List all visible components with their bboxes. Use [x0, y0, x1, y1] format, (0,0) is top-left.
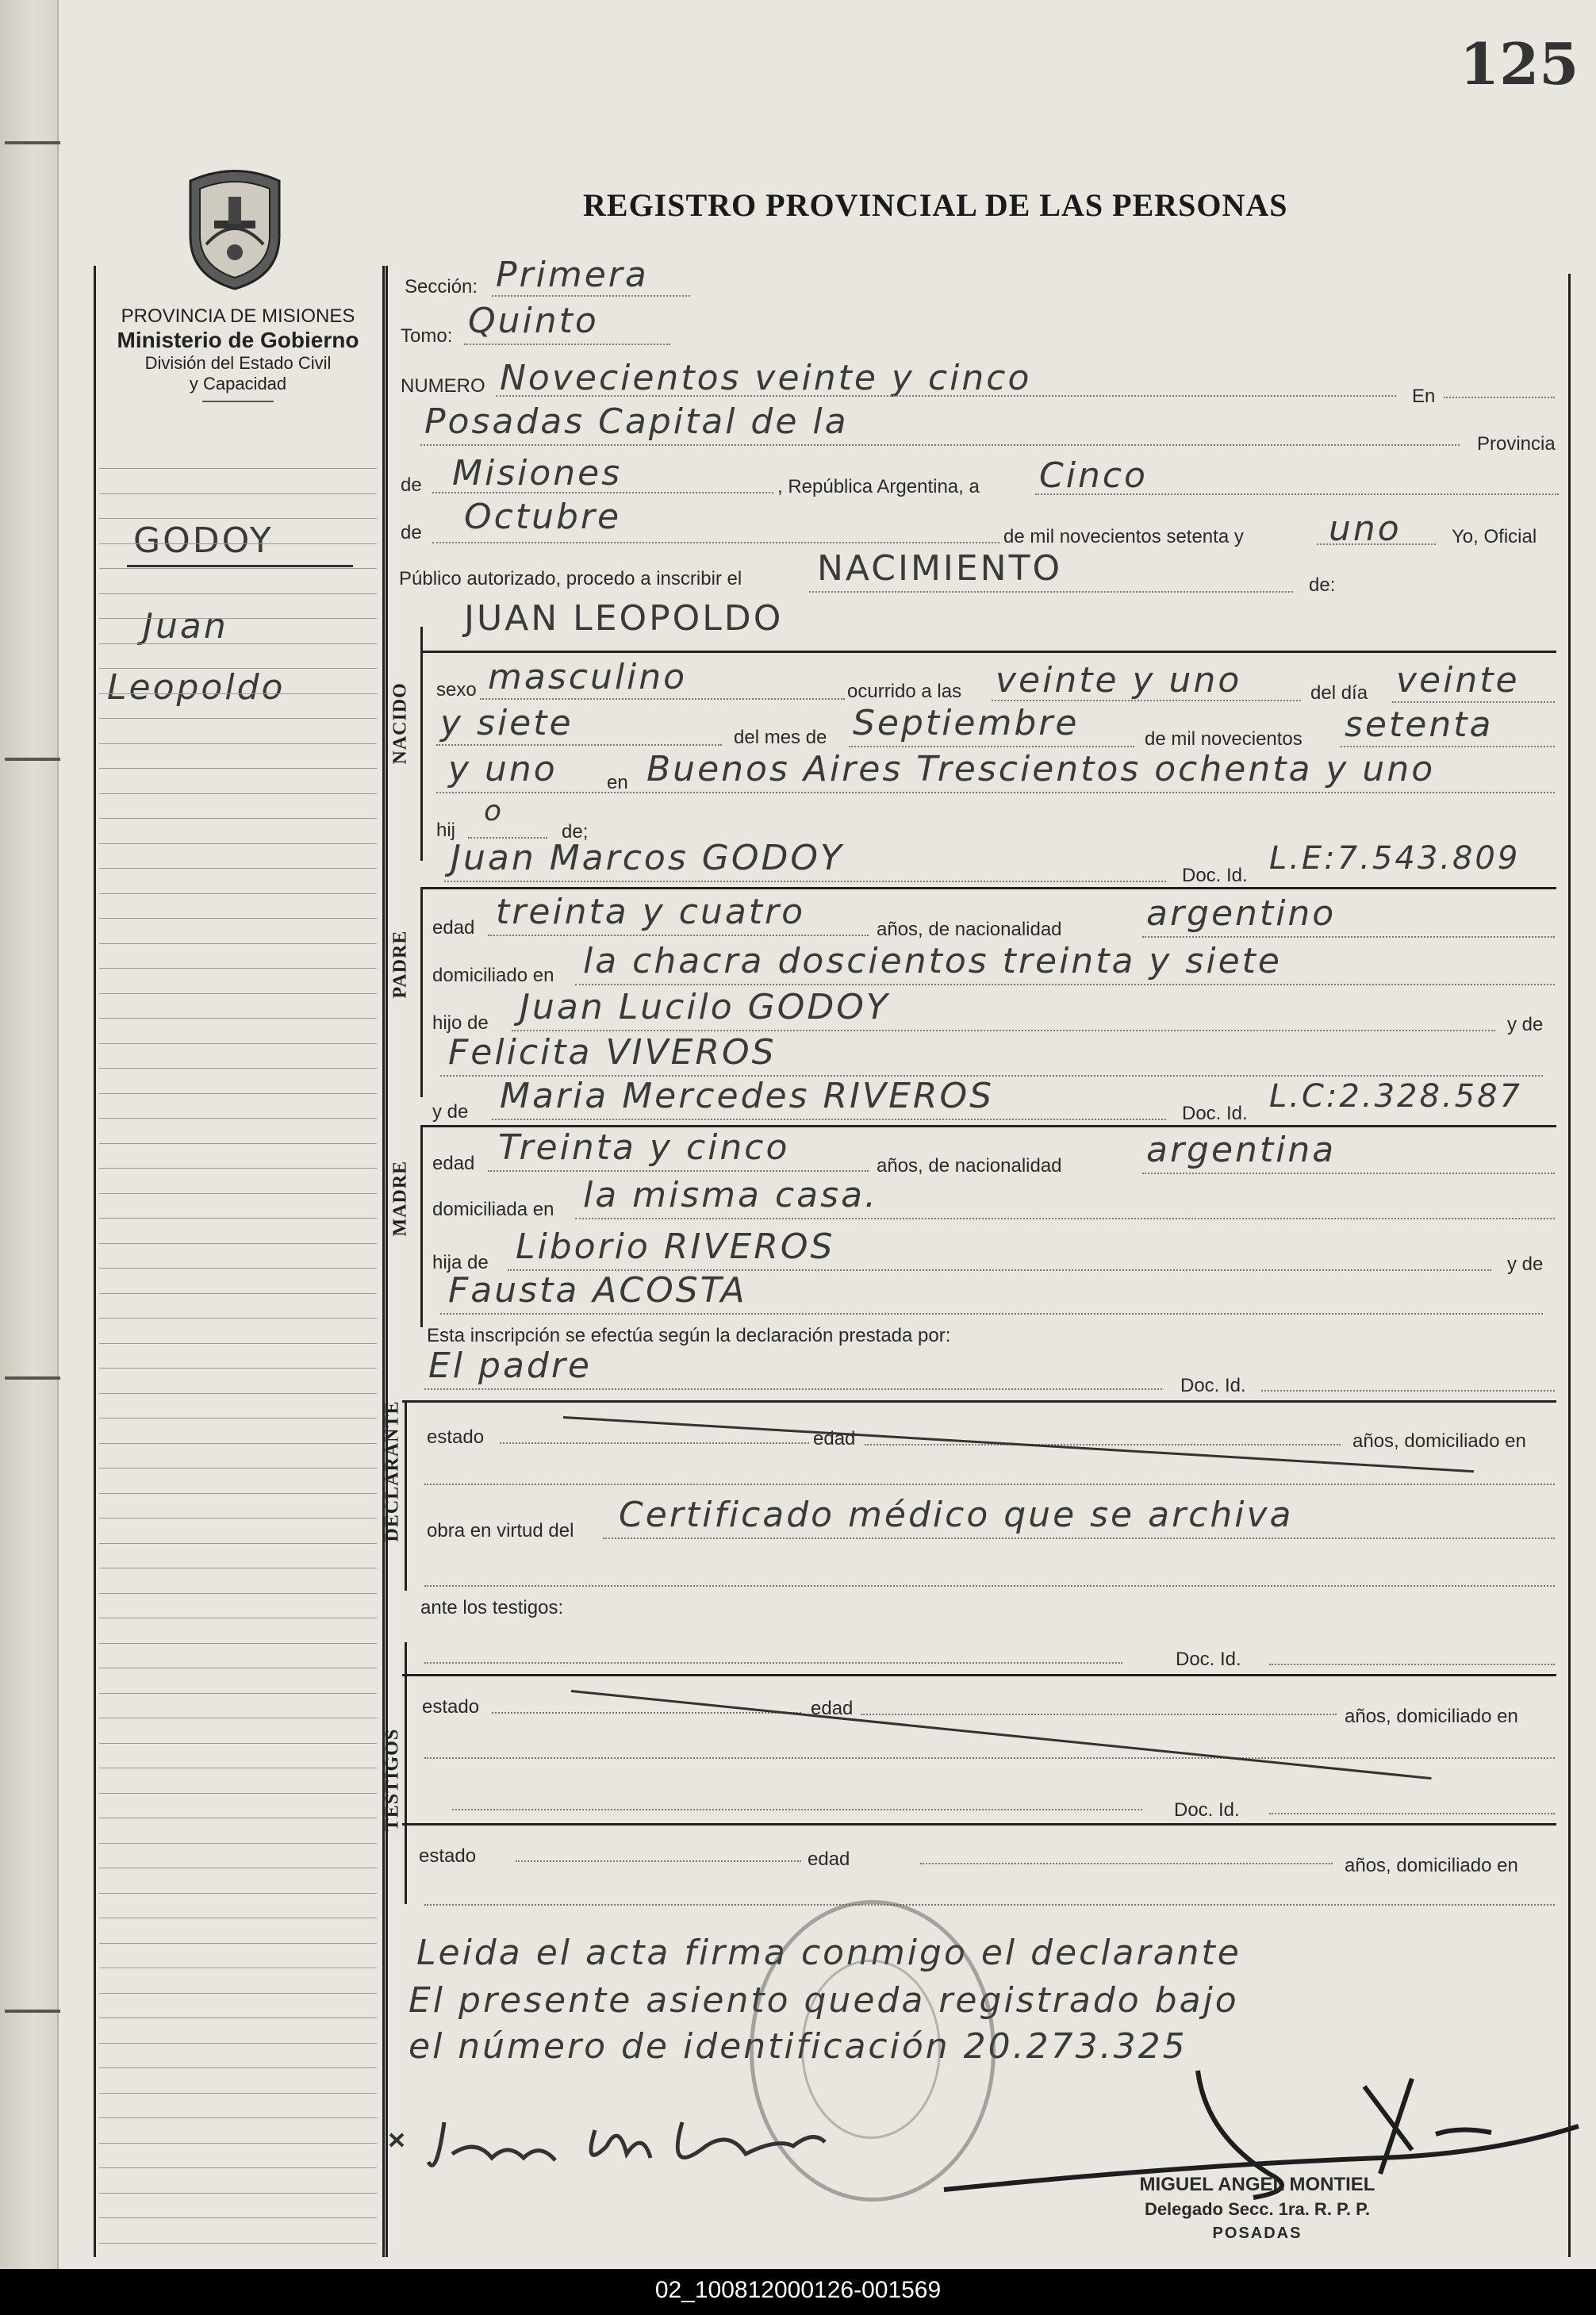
label-anos-nac-madre: años, de nacionalidad — [877, 1155, 1062, 1177]
margin-ruled-line — [99, 618, 377, 619]
label-y-de-madre: y de — [432, 1101, 469, 1123]
nacido-block — [420, 627, 423, 861]
madre-block — [420, 1125, 423, 1327]
label-hija-de: hija de — [432, 1252, 489, 1273]
label-estado-declarante: estado — [427, 1426, 485, 1448]
field-padre-doc: L.E:7.543.809 — [1269, 840, 1521, 877]
stamp-title: Delegado Secc. 1ra. R. P. P. — [1144, 2199, 1371, 2219]
margin-ruled-line — [99, 1593, 377, 1594]
field-hij-suffix: o — [484, 795, 505, 827]
margin-surname: GODOY — [133, 520, 274, 561]
agency-line2: Ministerio de Gobierno — [117, 328, 359, 352]
field-madre-nac: argentina — [1146, 1130, 1337, 1170]
field-dia-insc: Cinco — [1039, 455, 1148, 496]
section-padre: PADRE — [389, 930, 411, 999]
label-edad-declarante: edad — [813, 1428, 856, 1449]
label-y-de-madre2: y de — [1507, 1253, 1544, 1275]
margin-ruled-line — [99, 1643, 377, 1644]
label-doc-testigo2: Doc. Id. — [1174, 1799, 1240, 1821]
declarante-block — [405, 1400, 407, 1591]
margin-ruled-line — [99, 1893, 377, 1894]
dotline — [444, 881, 1166, 882]
footer-bar — [0, 2269, 1596, 2315]
testigos-block — [405, 1642, 407, 1904]
margin-ruled-line — [99, 868, 377, 869]
margin-ruled-line — [99, 1018, 377, 1019]
field-madre-padre: Liborio RIVEROS — [516, 1227, 835, 1267]
margin-ruled-line — [99, 693, 377, 694]
dotline — [603, 1538, 1555, 1539]
margin-ruled-line — [99, 1143, 377, 1144]
page-number: 125 — [1460, 30, 1579, 98]
margin-ruled-line — [99, 2043, 377, 2044]
label-en2: en — [607, 772, 628, 793]
margin-ruled-line — [99, 568, 377, 569]
padre-block — [420, 887, 423, 1097]
stamp-city: POSADAS — [1212, 2225, 1303, 2242]
margin-ruled-line — [99, 1493, 377, 1494]
section-testigos: TESTIGOS — [382, 1728, 403, 1832]
margin-ruled-line — [99, 818, 377, 819]
note-line2: El presente asiento queda registrado bajo — [409, 1980, 1239, 2021]
field-padre-dom: la chacra doscientos treinta y siete — [583, 941, 1282, 981]
field-declarante: El padre — [428, 1346, 592, 1386]
margin-ruled-line — [99, 1743, 377, 1744]
binding-margin — [0, 0, 59, 2269]
dotline — [464, 344, 670, 345]
dotline — [432, 492, 773, 493]
dotline — [488, 1170, 869, 1172]
dotline — [424, 1484, 1555, 1485]
staple — [5, 141, 60, 144]
field-madre-edad: Treinta y cinco — [498, 1127, 790, 1168]
margin-ruled-line — [99, 768, 377, 769]
label-ante-testigos: ante los testigos: — [420, 1597, 564, 1618]
field-madre-nombre: Maria Mercedes RIVEROS — [500, 1076, 995, 1116]
margin-ruled-line — [99, 793, 377, 794]
dotline — [480, 698, 845, 700]
main-frame-left — [382, 266, 385, 2257]
dotline — [1269, 1813, 1555, 1814]
margin-ruled-line — [99, 2117, 377, 2118]
field-ciudad: Posadas Capital de la — [424, 401, 849, 442]
margin-ruled-line — [99, 1393, 377, 1394]
margin-ruled-line — [99, 1118, 377, 1119]
margin-ruled-line — [99, 1543, 377, 1544]
section-declarante: DECLARANTE — [382, 1400, 403, 1542]
dotline — [1142, 1173, 1555, 1174]
margin-ruled-line — [99, 1268, 377, 1269]
label-esta-inscripcion: Esta inscripción se efectúa según la declaración prestada por: — [427, 1325, 951, 1346]
label-obra: obra en virtud del — [427, 1520, 574, 1541]
label-edad-testigo2: edad — [808, 1849, 850, 1870]
label-seccion: Sección: — [405, 276, 478, 298]
label-del-dia: del día — [1310, 682, 1368, 704]
margin-ruled-line — [99, 993, 377, 994]
label-estado-testigo2: estado — [419, 1845, 477, 1867]
section-nacido: NACIDO — [389, 682, 411, 765]
label-anos-dom-testigo1: años, domiciliado en — [1345, 1706, 1518, 1727]
label-doc-declarante: Doc. Id. — [1180, 1375, 1246, 1396]
declarant-signature — [381, 2098, 841, 2186]
dotline — [436, 744, 722, 746]
margin-ruled-line — [99, 1318, 377, 1319]
dotline — [492, 295, 690, 297]
main-frame-right — [1568, 274, 1571, 2257]
label-de3: de; — [562, 821, 589, 843]
field-mes-nac: Septiembre — [853, 703, 1080, 743]
label-edad-testigo1: edad — [811, 1698, 854, 1719]
margin-ruled-line — [99, 1193, 377, 1194]
label-tomo: Tomo: — [401, 325, 453, 347]
field-acto: NACIMIENTO — [817, 548, 1063, 589]
rule — [402, 1674, 1556, 1676]
margin-ruled-line — [99, 918, 377, 919]
margin-ruled-line — [99, 593, 377, 594]
dotline — [865, 1444, 1341, 1445]
dotline — [1261, 1390, 1555, 1392]
label-de: de — [401, 474, 422, 496]
dotline — [920, 1863, 1333, 1864]
field-padre-edad: treinta y cuatro — [496, 892, 806, 932]
dotline — [516, 1860, 801, 1862]
dotline — [424, 1904, 1555, 1906]
dotline — [492, 1119, 1166, 1120]
margin-ruled-line — [99, 893, 377, 894]
label-anos-dom-testigo2: años, domiciliado en — [1345, 1855, 1518, 1876]
margin-ruled-line — [99, 843, 377, 844]
dotline — [849, 746, 1134, 747]
field-sexo: masculino — [488, 657, 688, 697]
margin-ruled-line — [99, 1793, 377, 1794]
label-domiciliada: domiciliada en — [432, 1199, 554, 1220]
document-title: REGISTRO PROVINCIAL DE LAS PERSONAS — [583, 187, 1288, 223]
margin-ruled-line — [99, 2167, 377, 2168]
margin-surname-underline — [127, 565, 353, 567]
field-tomo: Quinto — [468, 301, 599, 341]
margin-ruled-line — [99, 2093, 377, 2094]
label-edad-madre: edad — [432, 1153, 475, 1174]
margin-ruled-line — [99, 643, 377, 644]
footer-id: 02_100812000126-001569 — [654, 2277, 942, 2303]
field-dia-nac2: y siete — [440, 703, 574, 743]
dotline — [992, 700, 1301, 701]
margin-ruled-line — [99, 1693, 377, 1694]
label-numero: NUMERO — [401, 375, 485, 397]
margin-ruled-line — [99, 743, 377, 744]
field-madre-madre: Fausta ACOSTA — [448, 1270, 747, 1311]
field-nombre: JUAN LEOPOLDO — [464, 598, 784, 639]
field-anio-nac2: y uno — [448, 749, 558, 789]
margin-ruled-line — [99, 1943, 377, 1944]
label-provincia: Provincia — [1477, 433, 1556, 455]
agency-line3: División del Estado Civil — [144, 353, 332, 373]
field-lugar-nac: Buenos Aires Trescientos ochenta y uno — [646, 749, 1436, 789]
margin-ruled-line — [99, 1068, 377, 1069]
label-sexo: sexo — [436, 679, 477, 701]
dotline — [1142, 936, 1555, 938]
dotline — [424, 1757, 1555, 1759]
dotline — [512, 1030, 1495, 1031]
margin-ruled-line — [99, 493, 377, 494]
dotline — [420, 444, 1460, 446]
margin-ruled-line — [99, 718, 377, 719]
margin-ruled-line — [99, 1843, 377, 1844]
dotline — [436, 792, 1555, 793]
label-doc-madre: Doc. Id. — [1182, 1103, 1248, 1124]
dotline — [575, 1218, 1555, 1219]
dotline — [440, 1313, 1543, 1315]
margin-ruled-line — [99, 1343, 377, 1344]
margin-given2: Leopoldo — [107, 667, 286, 708]
dotline — [1341, 746, 1555, 747]
field-padre-padre: Juan Lucilo GODOY — [520, 987, 890, 1027]
label-de-mil2: de mil novecientos — [1145, 728, 1303, 750]
label-hij: hij — [436, 820, 456, 841]
margin-ruled-line — [99, 468, 377, 469]
margin-given1: Juan — [143, 606, 228, 647]
field-padre-nac: argentino — [1146, 893, 1337, 934]
dotline — [1035, 493, 1559, 495]
margin-ruled-line — [99, 943, 377, 944]
margin-ruled-line — [99, 1993, 377, 1994]
label-doc-padre: Doc. Id. — [1182, 865, 1248, 886]
agency-line1: PROVINCIA DE MISIONES — [121, 305, 355, 327]
label-edad-padre: edad — [432, 917, 475, 939]
label-y-de-padre: y de — [1507, 1014, 1544, 1035]
label-de-mil: de mil novecientos setenta y — [1003, 526, 1244, 547]
dotline — [424, 1662, 1122, 1664]
rule — [402, 1823, 1556, 1826]
note-line3: el número de identificación 20.273.325 — [409, 2026, 1187, 2067]
official-stamp — [1107, 2174, 1408, 2243]
field-madre-doc: L.C:2.328.587 — [1269, 1078, 1522, 1115]
staple — [5, 1376, 60, 1380]
margin-ruled-line — [99, 1418, 377, 1419]
staple — [5, 2010, 60, 2013]
margin-ruled-line — [99, 2217, 377, 2218]
margin-ruled-line — [99, 1043, 377, 1044]
strike-line — [571, 1690, 1432, 1779]
margin-ruled-line — [99, 2143, 377, 2144]
dotline — [424, 1585, 1555, 1587]
label-doc-testigo1: Doc. Id. — [1176, 1649, 1241, 1670]
label-de: de — [401, 522, 422, 543]
label-estado-testigo1: estado — [422, 1696, 480, 1718]
dotline — [861, 1714, 1337, 1715]
field-provincia: Misiones — [452, 453, 623, 493]
field-numero: Novecientos veinte y cinco — [500, 358, 1032, 398]
rule — [402, 1400, 1556, 1403]
margin-ruled-line — [99, 1368, 377, 1369]
note-line1: Leida el acta firma conmigo el declarante — [416, 1933, 1241, 1973]
dotline — [432, 542, 999, 543]
margin-ruled-line — [99, 2193, 377, 2194]
label-yo-oficial: Yo, Oficial — [1452, 526, 1537, 547]
margin-ruled-line — [99, 1243, 377, 1244]
margin-ruled-line — [99, 543, 377, 544]
margin-ruled-line — [99, 1293, 377, 1294]
field-mes-insc: Octubre — [464, 497, 622, 537]
label-publico: Público autorizado, procedo a inscribir el — [399, 568, 742, 589]
dotline — [1392, 701, 1555, 703]
staple — [5, 758, 60, 761]
label-anos-nac-padre: años, de nacionalidad — [877, 919, 1062, 940]
agency-line4: y Capacidad — [189, 374, 287, 394]
dotline — [500, 1442, 809, 1444]
dotline — [496, 395, 1396, 397]
dotline — [1444, 397, 1555, 398]
margin-ruled-line — [99, 668, 377, 669]
label-domiciliado-padre: domiciliado en — [432, 965, 554, 986]
field-seccion: Primera — [496, 255, 649, 295]
field-padre-nombre: Juan Marcos GODOY — [451, 838, 844, 878]
label-de2: de: — [1309, 574, 1336, 596]
field-dia-nac: veinte — [1396, 660, 1520, 701]
margin-ruled-line — [99, 2017, 377, 2018]
label-ocurrido: ocurrido a las — [847, 681, 962, 702]
dotline — [575, 984, 1555, 985]
margin-ruled-line — [99, 1093, 377, 1094]
stamp-name: MIGUEL ANGEL MONTIEL — [1139, 2174, 1375, 2195]
dotline — [1317, 543, 1436, 545]
rule — [422, 651, 1556, 653]
field-obra: Certificado médico que se archiva — [619, 1495, 1294, 1535]
field-anio-nac: setenta — [1345, 704, 1494, 745]
label-hijo-de: hijo de — [432, 1012, 489, 1034]
label-republica: , República Argentina, a — [777, 476, 980, 497]
margin-ruled-line — [99, 968, 377, 969]
label-del-mes: del mes de — [734, 727, 827, 748]
margin-ruled-line — [99, 1443, 377, 1444]
section-madre: MADRE — [389, 1160, 411, 1237]
rule — [422, 887, 1556, 889]
field-padre-madre: Felicita VIVEROS — [448, 1032, 777, 1073]
dotline — [492, 1712, 801, 1714]
label-en: En — [1412, 386, 1436, 407]
margin-ruled-line — [99, 1168, 377, 1169]
field-madre-dom: la misma casa. — [583, 1175, 879, 1215]
margin-ruled-line — [99, 1218, 377, 1219]
dotline — [424, 1388, 1162, 1390]
dotline — [1269, 1664, 1555, 1665]
margin-ruled-line — [99, 2243, 377, 2244]
dotline — [488, 935, 869, 936]
label-anos-dom-declarante: años, domiciliado en — [1352, 1430, 1526, 1452]
field-hora: veinte y uno — [996, 660, 1242, 701]
dotline — [452, 1809, 1142, 1810]
dotline — [809, 591, 1293, 593]
margin-ruled-line — [99, 2067, 377, 2068]
margin-ruled-line — [99, 518, 377, 519]
field-anio-insc: uno — [1329, 509, 1402, 549]
